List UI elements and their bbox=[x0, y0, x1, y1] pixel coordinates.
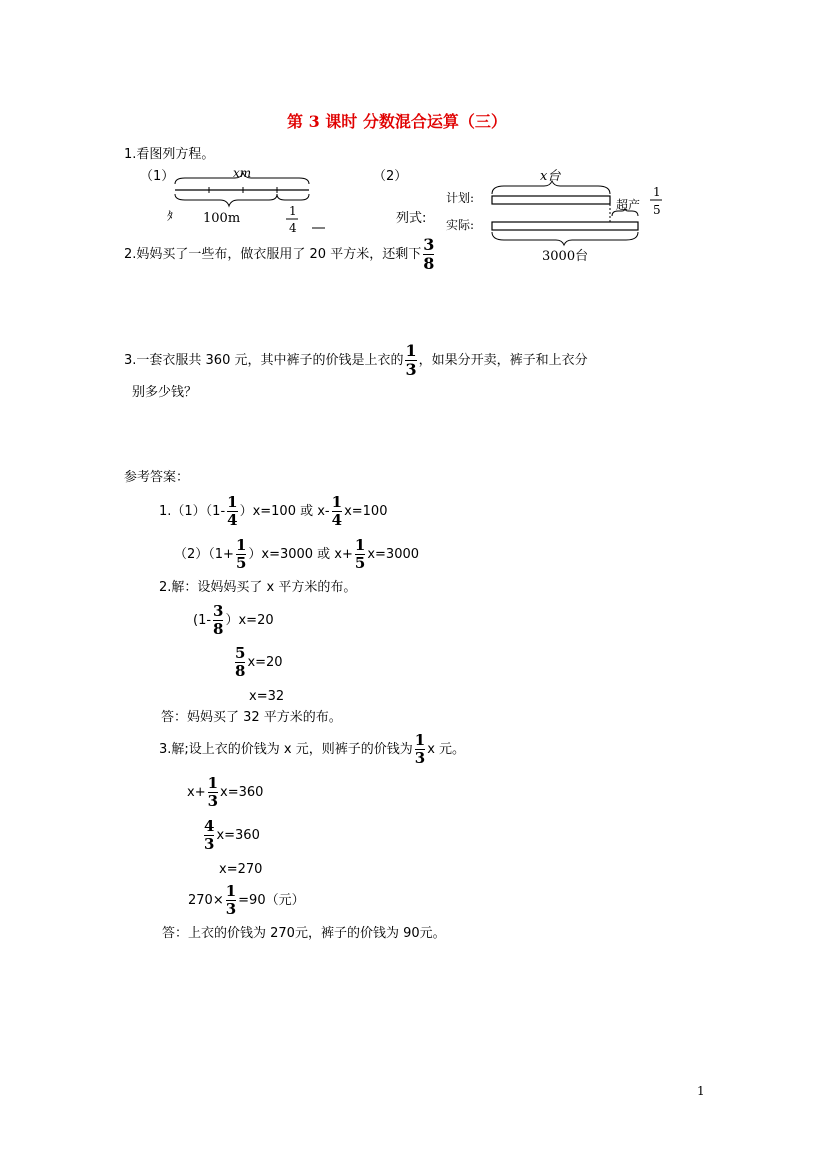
answer-3-step-4 bbox=[188, 884, 305, 917]
figure-2-plan-label: 计划: bbox=[446, 191, 475, 205]
fraction-numerator: 1 bbox=[414, 731, 426, 749]
fraction-denominator: 3 bbox=[405, 360, 417, 379]
answer-text: 1.（1）（1- bbox=[159, 504, 226, 519]
fraction-numerator: 4 bbox=[204, 817, 215, 835]
answer-3-step-2 bbox=[202, 819, 260, 852]
figure-2-top-label: x台 bbox=[540, 169, 561, 184]
answer-text: x=20 bbox=[247, 655, 283, 670]
fraction bbox=[332, 495, 342, 528]
question-3-fraction bbox=[405, 343, 416, 378]
fraction-denominator: 5 bbox=[354, 554, 366, 572]
figure-2-bar-diagram bbox=[440, 164, 670, 264]
fraction-numerator: 1 bbox=[331, 493, 343, 511]
answer-2-step-1 bbox=[193, 604, 274, 637]
answer-text: (1- bbox=[193, 613, 212, 628]
figure-1-fraction-numerator: 1 bbox=[289, 204, 297, 218]
fraction-denominator: 8 bbox=[423, 254, 435, 273]
figure-2-plan-bar bbox=[492, 196, 610, 204]
fraction bbox=[235, 646, 245, 679]
fraction-numerator: 1 bbox=[227, 493, 238, 511]
figure-1-line-diagram bbox=[165, 162, 325, 242]
fraction-numerator: 1 bbox=[405, 341, 417, 360]
answer-text: 3.解;设上衣的价钱为 x 元，则裤子的价钱为 bbox=[159, 742, 413, 757]
answer-1-part-1 bbox=[159, 495, 387, 528]
answer-2-line-1: 2.解：设妈妈买了 x 平方米的布。 bbox=[159, 580, 357, 595]
fraction-denominator: 8 bbox=[235, 662, 246, 680]
question-1-formula-label: 列式: bbox=[396, 211, 427, 226]
fraction-numerator: 5 bbox=[235, 644, 246, 662]
answer-text: =90（元） bbox=[238, 893, 305, 908]
figure-1-fraction-denominator: 4 bbox=[289, 221, 297, 235]
answer-text: （2）（1+ bbox=[174, 547, 234, 562]
fraction bbox=[236, 538, 246, 571]
fraction bbox=[415, 733, 425, 766]
answer-text: x=360 bbox=[216, 828, 260, 843]
fraction-numerator: 1 bbox=[354, 536, 366, 554]
question-1-part1-label: （1） bbox=[140, 169, 175, 184]
question-3-stem-a: 3.一套衣服共 360 元，其中裤子的价钱是上衣的 bbox=[124, 353, 404, 368]
figure-2-actual-label: 实际: bbox=[446, 218, 475, 232]
answer-text: 270× bbox=[188, 893, 224, 908]
fraction-numerator: 3 bbox=[213, 602, 224, 620]
answer-text: x=3000 bbox=[367, 547, 420, 562]
answer-text: ）x=100 或 x- bbox=[239, 504, 330, 519]
question-2-stem: 2.妈妈买了一些布，做衣服用了 20 平方米，还剩下 bbox=[124, 247, 422, 262]
fraction bbox=[226, 884, 236, 917]
fraction-denominator: 3 bbox=[204, 835, 215, 853]
answer-3-step-1 bbox=[187, 776, 263, 809]
fraction-denominator: 8 bbox=[213, 620, 224, 638]
figure-1-left-char: ﾀ bbox=[167, 209, 174, 223]
answer-1-part-2 bbox=[174, 538, 419, 571]
fraction-numerator: 3 bbox=[423, 235, 435, 254]
answer-text: x=100 bbox=[344, 504, 388, 519]
figure-2-bottom-brace bbox=[492, 232, 638, 245]
fraction bbox=[204, 819, 214, 852]
question-1-part2-label: （2） bbox=[373, 169, 408, 184]
fraction-denominator: 3 bbox=[225, 900, 237, 918]
answer-text: ）x=3000 或 x+ bbox=[248, 547, 353, 562]
figure-1-top-label: xm bbox=[233, 166, 252, 180]
answers-heading: 参考答案： bbox=[124, 470, 190, 485]
answer-3-line-1 bbox=[159, 733, 465, 766]
fraction-denominator: 4 bbox=[227, 511, 238, 529]
fraction-denominator: 3 bbox=[207, 792, 219, 810]
fraction-numerator: 1 bbox=[225, 882, 237, 900]
answer-text: x+ bbox=[187, 785, 206, 800]
fraction-denominator: 4 bbox=[331, 511, 343, 529]
answer-3-step-3: x=270 bbox=[219, 862, 263, 877]
question-3-stem-b: ，如果分开卖，裤子和上衣分 bbox=[418, 353, 588, 368]
answer-text: x 元。 bbox=[427, 742, 466, 757]
figure-2-bottom-label: 3000台 bbox=[542, 249, 589, 264]
figure-1-bottom-brace-right bbox=[277, 194, 309, 200]
fraction bbox=[227, 495, 237, 528]
figure-2-actual-bar bbox=[492, 222, 638, 230]
fraction-numerator: 1 bbox=[207, 774, 219, 792]
fraction-numerator: 1 bbox=[235, 536, 247, 554]
fraction bbox=[213, 604, 223, 637]
figure-2-extra-label: 超产 bbox=[616, 198, 641, 212]
fraction bbox=[355, 538, 365, 571]
answer-2-step-2 bbox=[233, 646, 283, 679]
answer-text: x=360 bbox=[220, 785, 264, 800]
question-3-line-2: 别多少钱？ bbox=[132, 385, 198, 400]
figure-2-fraction-denominator: 5 bbox=[653, 203, 661, 217]
figure-2-fraction-numerator: 1 bbox=[653, 185, 661, 199]
answer-text: ）x=20 bbox=[225, 613, 274, 628]
fraction-denominator: 5 bbox=[235, 554, 247, 572]
figure-2-top-brace bbox=[492, 181, 610, 194]
answer-2-step-3: x=32 bbox=[249, 689, 285, 704]
question-2-text bbox=[124, 237, 436, 272]
fraction bbox=[208, 776, 218, 809]
question-2-fraction bbox=[423, 237, 434, 272]
question-3-line-1 bbox=[124, 343, 588, 378]
fraction-denominator: 3 bbox=[414, 749, 426, 767]
answer-3-conclusion: 答：上衣的价钱为 270元，裤子的价钱为 90元。 bbox=[162, 926, 446, 941]
answer-2-conclusion: 答：妈妈买了 32 平方米的布。 bbox=[161, 710, 342, 725]
question-1-stem: 1.看图列方程。 bbox=[124, 147, 215, 162]
page-number: 1 bbox=[697, 1084, 705, 1098]
figure-1-bottom-brace bbox=[175, 194, 277, 206]
page-title: 第 3 课时 分数混合运算（三） bbox=[287, 112, 507, 131]
figure-1-bottom-label: 100m bbox=[203, 211, 241, 226]
